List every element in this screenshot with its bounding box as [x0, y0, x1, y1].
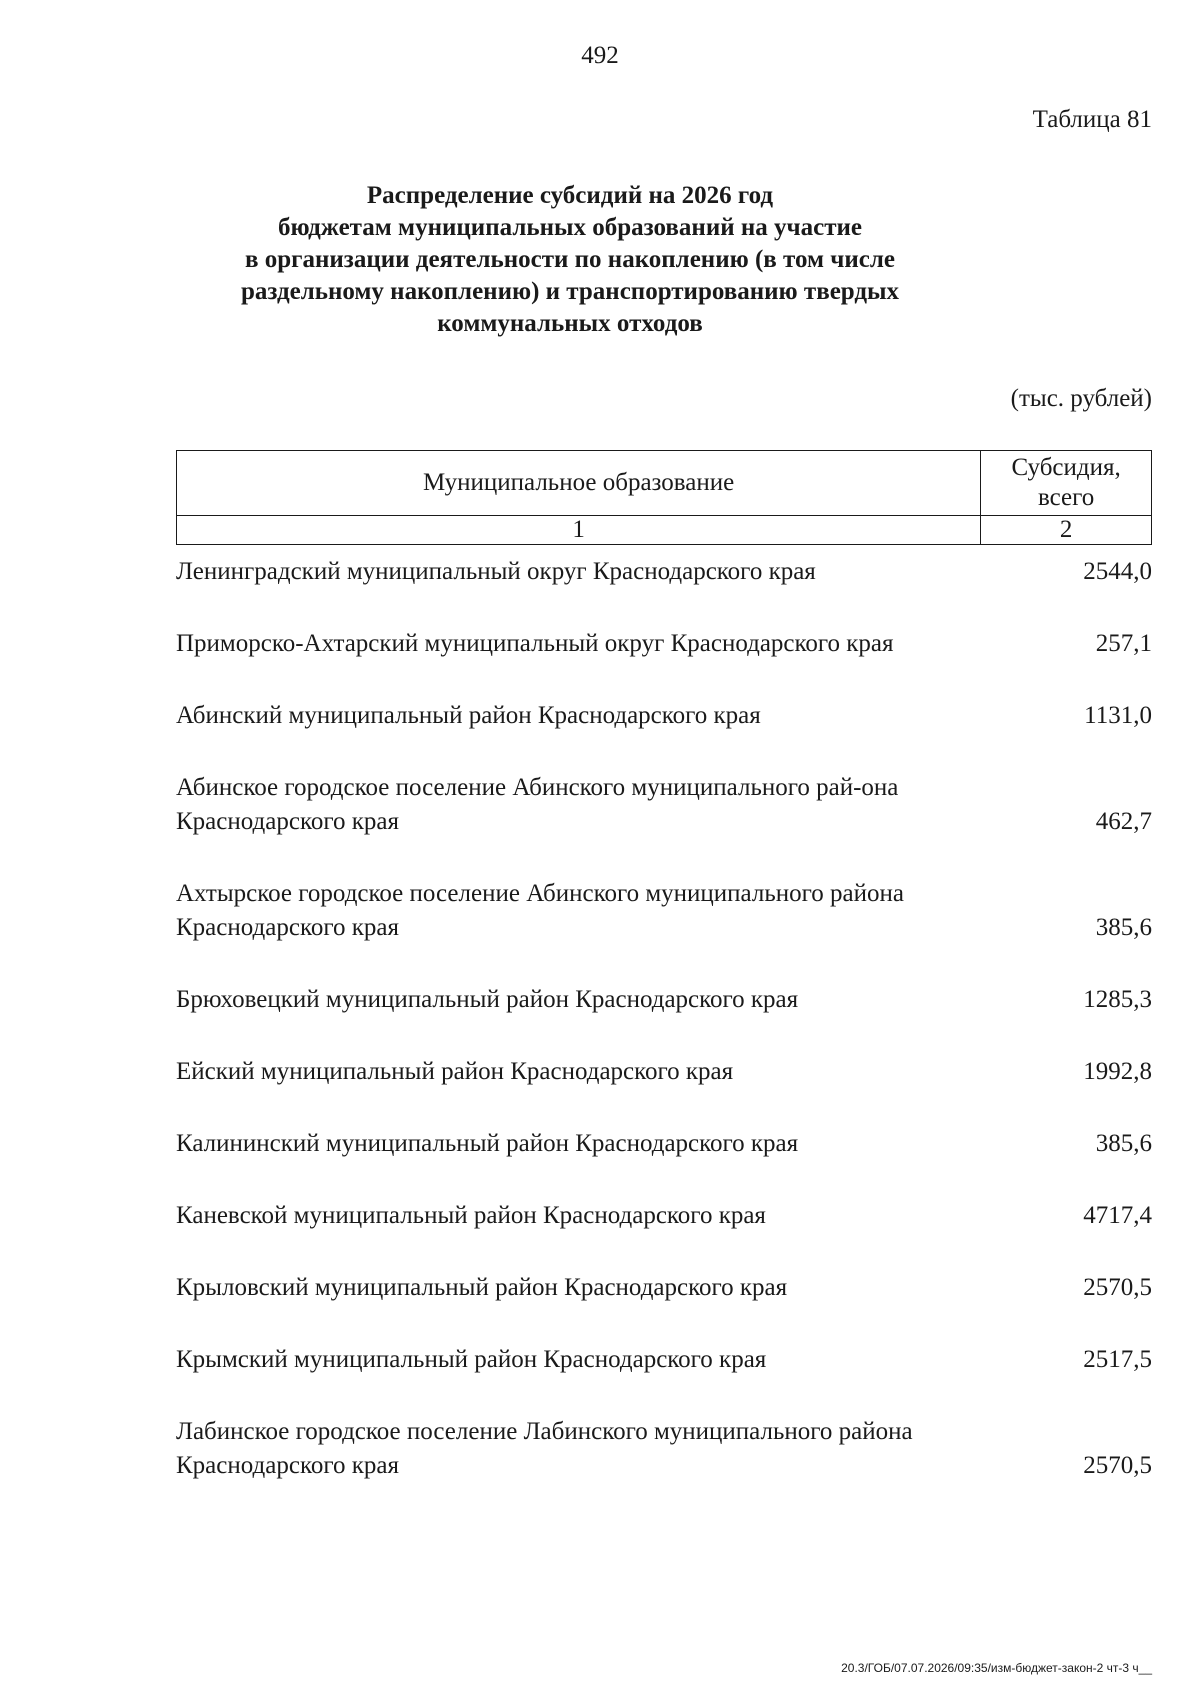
table-label: Таблица 81	[1032, 106, 1152, 133]
table-header	[176, 450, 1152, 545]
header-subsidy	[981, 451, 1152, 516]
title-line: в организации деятельности по накоплению (в том числе	[244, 246, 896, 273]
row-municipality: Калининский муниципальный район Краснодарского края	[176, 1130, 799, 1157]
row-subsidy: 385,6	[1095, 914, 1152, 941]
row-municipality: Приморско-Ахтарский муниципальный округ Краснодарского края	[176, 630, 894, 657]
title-line: бюджетам муниципальных образований на участие	[277, 214, 863, 241]
header-subsidy-line2: всего	[1037, 484, 1095, 511]
table-body	[176, 555, 1152, 1483]
row-subsidy: 1992,8	[1083, 1058, 1152, 1085]
row-subsidy: 4717,4	[1083, 1202, 1152, 1229]
row-municipality: Ахтырское городское поселение Абинского муниципального района Краснодарского края	[176, 880, 904, 941]
units-label: (тыс. рублей)	[1010, 385, 1152, 412]
table-row	[176, 877, 1152, 945]
row-municipality: Брюховецкий муниципальный район Краснодарского края	[176, 986, 799, 1013]
row-subsidy: 257,1	[1095, 630, 1152, 657]
row-municipality: Абинский муниципальный район Краснодарского края	[176, 702, 761, 729]
row-municipality: Абинское городское поселение Абинского муниципального рай-она Краснодарского края	[176, 774, 899, 835]
title-line: Распределение субсидий на 2026 год	[366, 182, 774, 209]
table-row	[176, 1127, 1152, 1161]
row-subsidy: 1285,3	[1083, 986, 1152, 1013]
row-municipality: Крымский муниципальный район Краснодарского края	[176, 1346, 767, 1373]
row-municipality: Каневской муниципальный район Краснодарского края	[176, 1202, 766, 1229]
header-municipality: Муниципальное образование	[177, 451, 981, 516]
row-municipality: Крыловский муниципальный район Краснодарского края	[176, 1274, 788, 1301]
table-row	[176, 1343, 1152, 1377]
header-number-2: 2	[981, 516, 1152, 545]
row-subsidy: 2517,5	[1083, 1346, 1152, 1373]
row-municipality: Ленинградский муниципальный округ Краснодарского края	[176, 558, 816, 585]
row-subsidy: 385,6	[1095, 1130, 1152, 1157]
row-subsidy: 2570,5	[1083, 1452, 1152, 1479]
table-row	[176, 1199, 1152, 1233]
row-subsidy: 462,7	[1095, 808, 1152, 835]
table-row	[176, 983, 1152, 1017]
row-subsidy: 2570,5	[1083, 1274, 1152, 1301]
footer-code: 20.3/ГОБ/07.07.2026/09:35/изм-бюджет-закон-2 чт-3 ч__	[841, 1661, 1152, 1675]
table-row	[176, 627, 1152, 661]
header-number-1: 1	[177, 516, 981, 545]
table-row	[176, 1415, 1152, 1483]
row-subsidy: 1131,0	[1084, 702, 1152, 729]
table-row	[176, 771, 1152, 839]
header-subsidy-line1: Субсидия,	[1011, 454, 1121, 481]
row-municipality: Ейский муниципальный район Краснодарского края	[176, 1058, 734, 1085]
title-line: коммунальных отходов	[437, 310, 703, 337]
table-row	[176, 555, 1152, 589]
row-subsidy: 2544,0	[1083, 558, 1152, 585]
document-title	[200, 180, 940, 340]
table-row	[176, 1055, 1152, 1089]
table-row	[176, 699, 1152, 733]
title-line: раздельному накоплению) и транспортированию твердых	[240, 278, 900, 305]
page-number: 492	[581, 42, 619, 69]
table-row	[176, 1271, 1152, 1305]
row-municipality: Лабинское городское поселение Лабинского муниципального района Краснодарского края	[176, 1418, 913, 1479]
